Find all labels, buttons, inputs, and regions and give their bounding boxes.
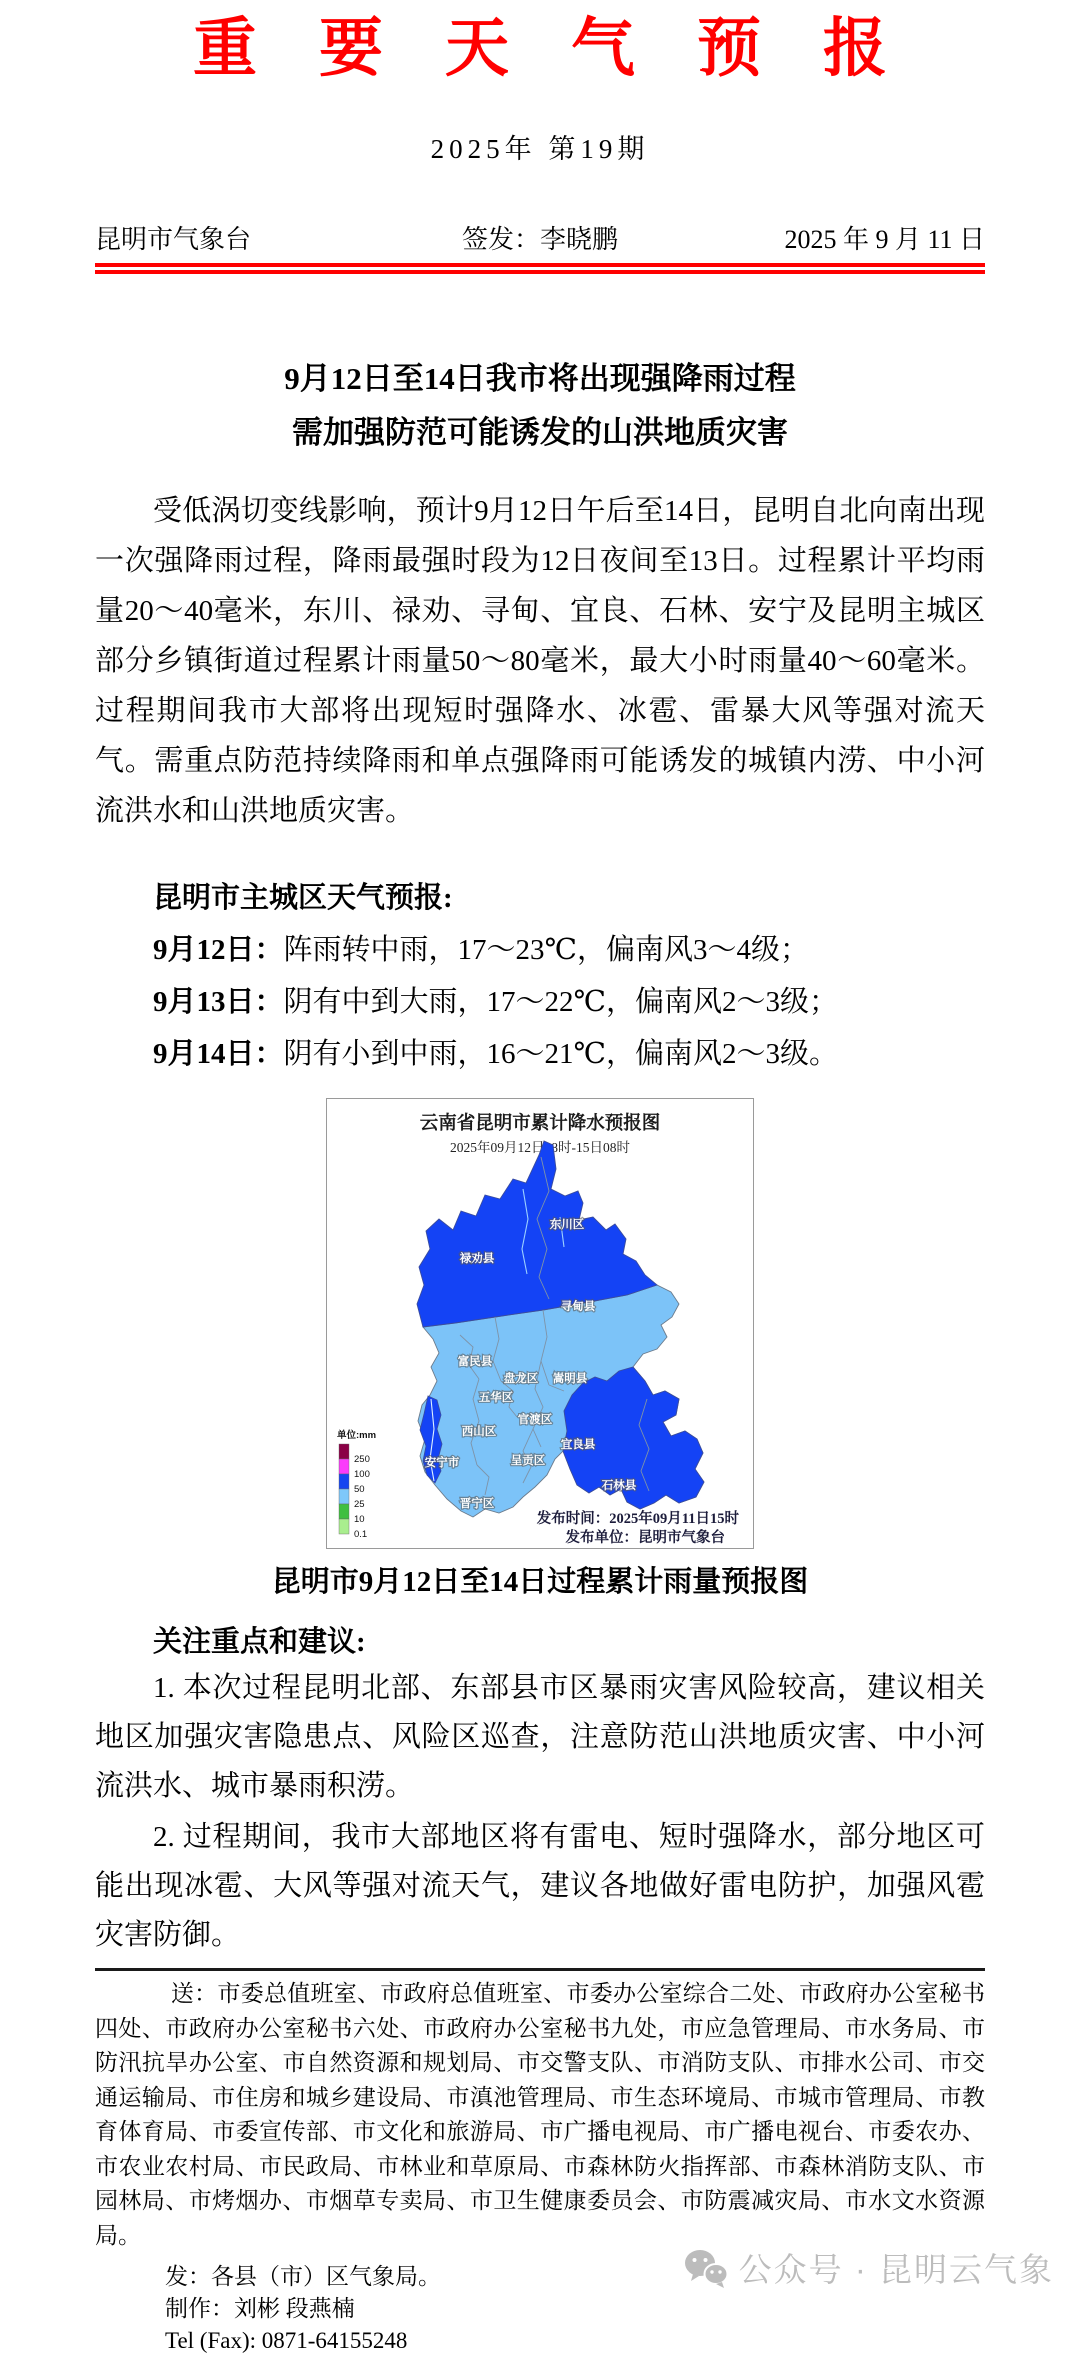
weather-bulletin-page bbox=[0, 6, 1080, 2353]
map-region-label: 富民县 bbox=[457, 1356, 493, 1368]
map-region-label: 安宁市 bbox=[424, 1457, 460, 1469]
map-region-label: 五华区 bbox=[478, 1392, 514, 1404]
legend-swatch bbox=[339, 1519, 349, 1534]
map-region-label: 晋宁区 bbox=[459, 1498, 495, 1510]
map-publish-time: 发布时间：2025年09月11日15时 bbox=[536, 1511, 739, 1527]
legend-value: 10 bbox=[354, 1514, 365, 1525]
map-subtitle: 2025年09月12日08时-15日08时 bbox=[450, 1140, 630, 1155]
forecast-date: 9月12日： bbox=[153, 934, 284, 966]
summary-paragraph: 受低涡切变线影响，预计9月12日午后至14日，昆明自北向南出现一次强降雨过程，降雨最强时段为12日夜间至13日。过程累计平均雨量20～40毫米，东川、禄劝、寻甸、宜良、石林、安宁及昆明主城区部分乡镇街道过程累计雨量50～80毫米，最大小时雨量40～60毫米。过程期间我市大部将出现短时强降水、冰雹、雷暴大风等强对流天气。需重点防范持续降雨和单点强降雨可能诱发的城镇内涝、中小河流洪水和山洪地质灾害。 bbox=[95, 495, 985, 827]
legend-value: 0.1 bbox=[354, 1529, 368, 1540]
advice-item-1: 1. 本次过程昆明北部、东部县市区暴雨灾害风险较高，建议相关地区加强灾害隐患点、风险区巡查，注意防范山洪地质灾害、中小河流洪水、城市暴雨积涝。 bbox=[95, 1672, 985, 1802]
producer-line: 制作：刘彬 段燕楠 bbox=[165, 2296, 355, 2321]
forecast-date: 9月14日： bbox=[153, 1038, 284, 1070]
map-region-label: 呈贡区 bbox=[510, 1455, 546, 1467]
legend-swatch bbox=[339, 1459, 349, 1474]
map-figure bbox=[95, 1098, 985, 1553]
issuing-office: 昆明市气象台 bbox=[95, 225, 252, 254]
map-legend-title: 单位:mm bbox=[337, 1430, 377, 1441]
map-region-label: 西山区 bbox=[461, 1426, 497, 1438]
map-title: 云南省昆明市累计降水预报图 bbox=[419, 1112, 661, 1133]
map-caption: 昆明市9月12日至14日过程累计雨量预报图 bbox=[271, 1566, 809, 1598]
page-title: 重要天气预报 bbox=[193, 13, 949, 84]
map-region-label: 禄劝县 bbox=[459, 1253, 495, 1265]
precipitation-map bbox=[326, 1098, 754, 1549]
legend-value: 100 bbox=[354, 1469, 370, 1480]
map-region-label: 寻甸县 bbox=[560, 1301, 596, 1313]
map-region-label: 宜良县 bbox=[560, 1439, 596, 1451]
advice-heading: 关注重点和建议: bbox=[153, 1626, 366, 1658]
issue-date: 2025 年 9 月 11 日 bbox=[784, 225, 986, 254]
forecast-date: 9月13日： bbox=[153, 986, 284, 1018]
legend-swatch bbox=[339, 1474, 349, 1489]
map-publish-unit: 发布单位：昆明市气象台 bbox=[565, 1530, 725, 1546]
map-region-label: 石林县 bbox=[601, 1480, 637, 1492]
dispatch-line: 发：各县（市）区气象局。 bbox=[165, 2264, 441, 2289]
legend-value: 250 bbox=[354, 1454, 370, 1465]
map-region-label: 盘龙区 bbox=[503, 1373, 539, 1385]
forecast-line-day2 bbox=[95, 982, 985, 1022]
footer-divider bbox=[95, 1968, 985, 1971]
legend-swatch bbox=[339, 1504, 349, 1519]
legend-swatch bbox=[339, 1444, 349, 1459]
headline-line1: 9月12日至14日我市将出现强降雨过程 bbox=[284, 361, 796, 396]
precipitation-map-svg bbox=[327, 1099, 753, 1548]
legend-swatch bbox=[339, 1489, 349, 1504]
tel-line: Tel (Fax): 0871-64155248 bbox=[165, 2328, 408, 2353]
headline-line2: 需加强防范可能诱发的山洪地质灾害 bbox=[292, 415, 788, 450]
advice-item-2: 2. 过程期间，我市大部地区将有雷电、短时强降水，部分地区可能出现冰雹、大风等强对流天气，建议各地做好雷电防护，加强风雹灾害防御。 bbox=[95, 1821, 985, 1951]
wechat-watermark bbox=[683, 2244, 1054, 2291]
header-row bbox=[95, 222, 985, 258]
headline bbox=[95, 352, 985, 460]
distribution-list: 送：市委总值班室、市政府总值班室、市委办公室综合二处、市政府办公室秘书四处、市政府办公室秘书六处、市政府办公室秘书九处，市应急管理局、市水务局、市防汛抗旱办公室、市自然资源和规划局、市交警支队、市消防支队、市排水公司、市交通运输局、市住房和城乡建设局、市滇池管理局、市生态环境局、市城市管理局、市教育体育局、市委宣传部、市文化和旅游局、市广播电视局、市广播电视台、市委农办、市农业农村局、市民政局、市林业和草原局、市森林防火指挥部、市森林消防支队、市园林局、市烤烟办、市烟草专卖局、市卫生健康委员会、市防震减灾局、市水文水资源局。 bbox=[95, 1981, 985, 2248]
forecast-text: 阴有小到中雨，16～21℃，偏南风2～3级。 bbox=[283, 1038, 838, 1070]
forecast-text: 阴有中到大雨，17～22℃，偏南风2～3级； bbox=[283, 986, 838, 1018]
forecast-text: 阵雨转中雨，17～23℃，偏南风3～4级； bbox=[283, 934, 809, 966]
forecast-line-day3 bbox=[95, 1034, 985, 1074]
forecast-line-day1 bbox=[95, 930, 985, 970]
map-region-label: 东川区 bbox=[549, 1219, 585, 1231]
map-legend bbox=[339, 1444, 370, 1540]
watermark-text: 公众号 · 昆明云气象 bbox=[738, 2251, 1054, 2288]
map-region-label: 嵩明县 bbox=[552, 1373, 588, 1385]
red-double-rule bbox=[95, 263, 985, 274]
wechat-icon bbox=[683, 2247, 729, 2289]
legend-value: 25 bbox=[354, 1499, 365, 1510]
legend-value: 50 bbox=[354, 1484, 365, 1495]
issue-number: 2025年 第19期 bbox=[430, 134, 650, 164]
map-region-label: 官渡区 bbox=[517, 1414, 553, 1426]
signer: 签发：李晓鹏 bbox=[462, 225, 619, 254]
forecast-heading: 昆明市主城区天气预报: bbox=[153, 882, 453, 914]
